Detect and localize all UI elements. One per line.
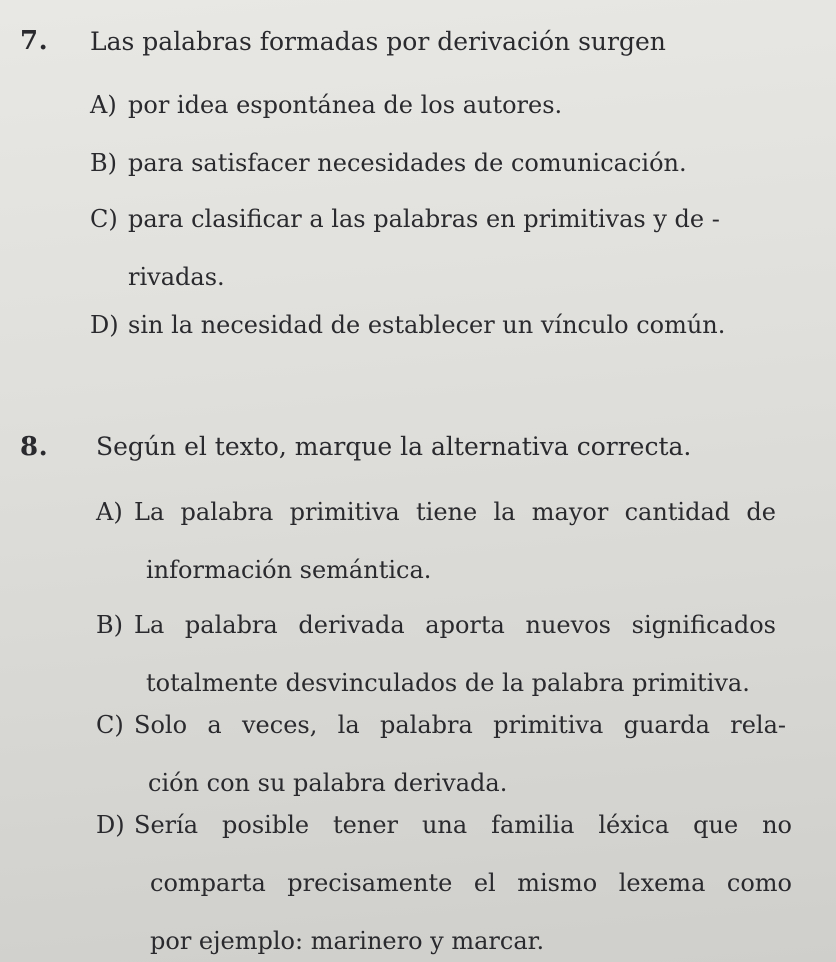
option-a xyxy=(90,76,562,134)
option-letter: D) xyxy=(96,811,125,839)
option-letter: D) xyxy=(90,311,119,339)
option-letter: B) xyxy=(96,611,123,639)
option-text-continued: totalmente desvinculados de la palabra primitiva. xyxy=(146,669,750,697)
option-b xyxy=(90,134,687,192)
question-stem: Según el texto, marque la alternativa correcta. xyxy=(96,432,692,461)
option-a xyxy=(96,483,776,599)
option-c xyxy=(96,696,786,812)
option-text-continued: rivadas. xyxy=(128,263,225,291)
option-b xyxy=(96,596,776,712)
option-text-continued: por ejemplo: marinero y marcar. xyxy=(150,927,545,955)
option-letter: A) xyxy=(96,498,123,526)
option-letter: C) xyxy=(96,711,124,739)
option-letter: A) xyxy=(90,91,117,119)
option-d xyxy=(90,296,725,354)
option-text: sin la necesidad de establecer un vínculo común. xyxy=(128,311,726,339)
option-text-continued: ción con su palabra derivada. xyxy=(148,769,508,797)
option-text: para satisfacer necesidades de comunicación. xyxy=(128,149,687,177)
option-letter: B) xyxy=(90,149,117,177)
option-text: La palabra primitiva tiene la mayor cantidad de xyxy=(134,498,776,526)
option-text: Solo a veces, la palabra primitiva guarda rela- xyxy=(134,711,786,739)
option-d xyxy=(96,796,792,962)
option-text: La palabra derivada aporta nuevos significados xyxy=(134,611,776,639)
option-text: por idea espontánea de los autores. xyxy=(128,91,563,119)
option-c xyxy=(90,190,720,306)
option-text: para clasificar a las palabras en primitivas y de - xyxy=(128,205,720,233)
question-number: 7. xyxy=(20,26,49,56)
option-text-continued: comparta precisamente el mismo lexema como xyxy=(150,869,792,897)
option-letter: C) xyxy=(90,205,118,233)
question-stem: Las palabras formadas por derivación surgen xyxy=(90,27,666,56)
question-number: 8. xyxy=(20,432,49,462)
option-text-continued: información semántica. xyxy=(146,556,432,584)
option-text: Sería posible tener una familia léxica que no xyxy=(134,811,792,839)
